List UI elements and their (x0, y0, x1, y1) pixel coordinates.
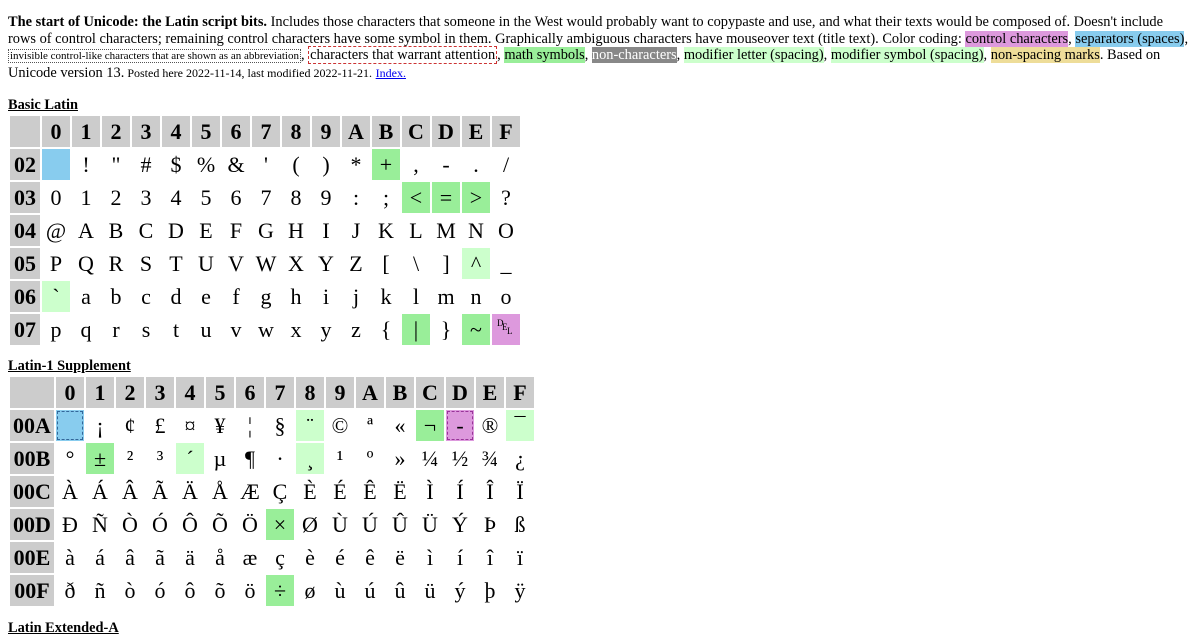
char-cell[interactable]: ù (334, 577, 346, 603)
char-cell[interactable]: » (394, 445, 406, 471)
char-cell[interactable]: â (125, 544, 135, 570)
char-cell[interactable]: ä (185, 544, 195, 570)
char-cell[interactable]: . (473, 151, 479, 177)
intro-paragraph: The start of Unicode: the Latin script bits. Includes those characters that someone in the West would probably want to copypaste and use, and what their texts would be composed of. Doesn't include rows of control characters; remaining control characters have some symbol in them. Graphically ambiguous characters have mouseover text (title text). Color coding: control characters, separators (spaces), invisible control-like characters that are shown as an abbreviation , characters that warrant attention , math symbols, non-characters, modifier letter (spacing), modifier symbol (spacing), non-spacing marks. Based on Unicode version 13. Posted here 2022-11-14, last modified 2022-11-21. Index. (8, 14, 1189, 81)
char-cell[interactable]: Þ (483, 511, 497, 537)
char-cell[interactable]: « (394, 412, 406, 438)
char-cell[interactable]: 7 (260, 184, 272, 210)
char-cell[interactable]: µ (213, 445, 227, 471)
char-cell[interactable]: º (366, 445, 374, 471)
column-header-4: 4 (176, 377, 204, 408)
row-header-03: 03 (10, 182, 40, 213)
char-cell[interactable]: w (258, 316, 274, 342)
char-cell[interactable]: L (409, 217, 423, 243)
char-cell[interactable]: É (333, 478, 347, 504)
char-cell[interactable]: G (258, 217, 274, 243)
char-cell[interactable]: $ (170, 151, 182, 177)
char-cell[interactable]: e (201, 283, 211, 309)
column-header-F: F (492, 116, 520, 147)
row-header-00F: 00F (10, 575, 54, 606)
char-cell[interactable]: Q (78, 250, 94, 276)
char-cell[interactable]: ~ (462, 314, 490, 345)
char-cell[interactable]: q (80, 316, 92, 342)
char-cell[interactable]: j (352, 283, 360, 309)
char-cell[interactable]: X (288, 250, 304, 276)
char-cell[interactable]: 2 (110, 184, 122, 210)
char-cell[interactable]: ² (126, 445, 134, 471)
char-cell[interactable]: S (139, 250, 153, 276)
char-cell[interactable]: , (413, 151, 419, 177)
char-cell[interactable]: 9 (320, 184, 332, 210)
char-cell[interactable]: ® (481, 412, 499, 438)
char-cell[interactable]: \ (412, 250, 420, 276)
legend-control: control characters (965, 30, 1069, 47)
char-cell[interactable]: U (198, 250, 214, 276)
legend-attention: characters that warrant attention (310, 47, 496, 63)
char-cell[interactable]: l (412, 283, 420, 309)
intro-text: Includes those characters that someone in the West would probably want to copypaste and use, and what their texts would be composed of. Doesn't include rows of control characters; remaining control characters have some symbol in them. Graphically ambiguous characters have mouseover text (title text). Color coding: (8, 14, 1163, 47)
char-cell[interactable]: I (322, 217, 330, 243)
char-cell[interactable]: ó (154, 577, 166, 603)
char-cell[interactable]: d (170, 283, 182, 309)
char-cell[interactable] (42, 149, 70, 180)
table-row (10, 215, 520, 246)
column-header-1: 1 (86, 377, 114, 408)
char-cell[interactable]: s (141, 316, 151, 342)
row-header-07: 07 (10, 314, 40, 345)
char-cell[interactable]: h (290, 283, 302, 309)
char-cell[interactable]: Ì (426, 478, 434, 504)
char-cell[interactable]: O (498, 217, 514, 243)
char-cell[interactable]: þ (484, 577, 496, 603)
char-cell[interactable]: Î (486, 478, 494, 504)
char-cell[interactable]: ì (426, 544, 434, 570)
char-cell[interactable]: À (62, 478, 78, 504)
char-cell[interactable]: Ü (422, 511, 438, 537)
column-header-5: 5 (206, 377, 234, 408)
char-cell[interactable]: m (437, 283, 455, 309)
row-header-00C: 00C (10, 476, 54, 507)
char-cell[interactable]: Ï (516, 478, 524, 504)
char-cell[interactable]: Z (349, 250, 363, 276)
char-cell[interactable]: Ö (242, 511, 258, 537)
column-header-0: 0 (42, 116, 70, 147)
char-cell[interactable]: A (78, 217, 94, 243)
char-cell[interactable]: Â (122, 478, 138, 504)
char-cell[interactable]: 0 (50, 184, 62, 210)
char-cell[interactable]: 6 (230, 184, 242, 210)
char-cell[interactable]: K (378, 217, 394, 243)
char-cell[interactable]: ¦ (247, 412, 253, 438)
char-cell[interactable]: | (402, 314, 430, 345)
legend-invisible: invisible control-like characters that are shown as an abbreviation (10, 50, 299, 62)
char-cell[interactable]: ¬ (416, 410, 444, 441)
char-cell[interactable]: í (456, 544, 464, 570)
column-header-6: 6 (236, 377, 264, 408)
char-cell[interactable]: ^ (462, 248, 490, 279)
char-cell[interactable]: [ (382, 250, 390, 276)
char-cell[interactable]: i (322, 283, 330, 309)
char-cell[interactable]: ¸ (296, 443, 324, 474)
char-cell[interactable]: à (65, 544, 75, 570)
intro-lead: The start of Unicode: the Latin script bits. (8, 14, 268, 30)
char-cell[interactable]: Ç (272, 478, 288, 504)
char-cell[interactable]: y (320, 316, 332, 342)
char-cell[interactable]: ? (501, 184, 511, 210)
char-cell[interactable]: ý (454, 577, 466, 603)
char-cell[interactable]: § (274, 412, 286, 438)
char-cell[interactable]: × (266, 509, 294, 540)
table-row (10, 509, 534, 540)
char-cell[interactable]: ° (65, 445, 75, 471)
char-cell[interactable]: ¡ (96, 412, 104, 438)
table-row (10, 314, 520, 345)
index-link[interactable]: Index. (375, 65, 406, 80)
char-cell[interactable]: ; (382, 184, 390, 210)
row-header-00B: 00B (10, 443, 54, 474)
char-cell[interactable]: é (335, 544, 345, 570)
char-cell[interactable]: á (95, 544, 105, 570)
char-cell[interactable]: Ð (62, 511, 78, 537)
char-cell[interactable]: { (380, 316, 392, 342)
column-header-9: 9 (326, 377, 354, 408)
char-cell[interactable]: Í (456, 478, 464, 504)
legend-math: math symbols (504, 47, 585, 63)
char-cell[interactable]: Û (392, 511, 408, 537)
char-cell[interactable]: ' (264, 151, 268, 177)
char-cell[interactable]: Ã (152, 478, 168, 504)
column-header-B: B (372, 116, 400, 147)
char-cell[interactable]: C (138, 217, 154, 243)
column-header-A: A (356, 377, 384, 408)
row-header-05: 05 (10, 248, 40, 279)
char-cell[interactable]: æ (242, 544, 258, 570)
char-cell[interactable]: Ò (122, 511, 138, 537)
char-cell[interactable]: 8 (290, 184, 302, 210)
column-header-7: 7 (252, 116, 280, 147)
char-cell[interactable]: ð (64, 577, 76, 603)
char-cell[interactable]: Ø (302, 511, 318, 537)
table-row (10, 542, 534, 573)
char-cell[interactable]: = (432, 182, 460, 213)
char-cell[interactable]: c (141, 283, 151, 309)
row-header-04: 04 (10, 215, 40, 246)
char-cell[interactable]: g (260, 283, 272, 309)
char-cell[interactable]: ü (424, 577, 436, 603)
table-row (10, 248, 520, 279)
char-cell[interactable] (56, 410, 84, 441)
column-header-E: E (476, 377, 504, 408)
char-cell[interactable]: N (468, 217, 484, 243)
char-cell[interactable]: B (108, 217, 124, 243)
char-cell[interactable]: r (112, 316, 120, 342)
char-cell[interactable]: o (500, 283, 512, 309)
char-cell[interactable]: ¥ (214, 412, 226, 438)
column-header-2: 2 (102, 116, 130, 147)
char-cell[interactable]: _ (500, 250, 512, 276)
column-header-C: C (402, 116, 430, 147)
char-cell[interactable]: @ (45, 217, 67, 243)
char-cell[interactable]: ³ (156, 445, 164, 471)
column-header-B: B (386, 377, 414, 408)
char-cell[interactable]: p (50, 316, 62, 342)
char-cell[interactable]: > (462, 182, 490, 213)
corner-cell (10, 377, 54, 408)
char-cell[interactable]: / (502, 151, 510, 177)
table-row (10, 281, 520, 312)
char-cell[interactable]: ¼ (421, 445, 439, 471)
char-cell[interactable]: ( (292, 151, 300, 177)
column-header-A: A (342, 116, 370, 147)
char-cell[interactable]: Ë (393, 478, 407, 504)
char-cell[interactable]: " (111, 151, 121, 177)
char-cell[interactable]: : (352, 184, 360, 210)
char-cell[interactable]: 5 (200, 184, 212, 210)
char-cell[interactable]: ø (304, 577, 316, 603)
row-header-02: 02 (10, 149, 40, 180)
char-cell[interactable]: ± (86, 443, 114, 474)
char-cell[interactable]: D E L (492, 314, 520, 345)
char-cell[interactable]: < (402, 182, 430, 213)
char-cell[interactable]: E (199, 217, 213, 243)
char-cell[interactable]: Ó (152, 511, 168, 537)
char-cell[interactable]: n (470, 283, 482, 309)
column-header-row (10, 116, 520, 147)
char-cell[interactable]: ÷ (266, 575, 294, 606)
char-cell[interactable]: ¢ (124, 412, 136, 438)
column-header-3: 3 (146, 377, 174, 408)
column-header-9: 9 (312, 116, 340, 147)
posted-date: Posted here 2022-11-14, last modified 2022-11-21. (124, 65, 373, 80)
section-title-latin-extended-a: Latin Extended-A (8, 620, 119, 636)
char-cell[interactable]: È (303, 478, 317, 504)
corner-cell (10, 116, 40, 147)
char-cell[interactable]: Ô (182, 511, 198, 537)
table-row (10, 575, 534, 606)
char-cell[interactable]: f (232, 283, 240, 309)
legend-nonspacing: non-spacing marks (990, 47, 1100, 63)
char-cell[interactable]: ë (395, 544, 405, 570)
char-cell[interactable]: * (350, 151, 362, 177)
char-cell[interactable]: z (351, 316, 361, 342)
char-cell[interactable]: R (108, 250, 124, 276)
char-cell[interactable]: ! (82, 151, 90, 177)
table-row (10, 149, 520, 180)
column-header-row (10, 377, 534, 408)
char-cell[interactable]: - (442, 151, 450, 177)
table-row (10, 476, 534, 507)
column-header-3: 3 (132, 116, 160, 147)
char-cell[interactable]: å (215, 544, 225, 570)
char-cell[interactable]: è (305, 544, 315, 570)
legend-separators: separators (spaces) (1075, 30, 1185, 47)
row-header-06: 06 (10, 281, 40, 312)
table-row (10, 410, 534, 441)
char-cell[interactable]: W (255, 250, 277, 276)
basic-latin-table (8, 114, 522, 347)
char-cell[interactable]: ¨ (296, 410, 324, 441)
char-cell[interactable]: # (140, 151, 152, 177)
column-header-C: C (416, 377, 444, 408)
char-cell[interactable]: ¶ (245, 445, 255, 471)
column-header-5: 5 (192, 116, 220, 147)
char-cell[interactable]: £ (154, 412, 166, 438)
legend-modifier-symbol: modifier symbol (spacing) (830, 47, 984, 63)
char-cell[interactable]: · (276, 445, 284, 471)
char-cell[interactable]: ` (42, 281, 70, 312)
char-cell[interactable]: 1 (80, 184, 92, 210)
row-header-00E: 00E (10, 542, 54, 573)
char-cell[interactable]: x (290, 316, 302, 342)
column-header-F: F (506, 377, 534, 408)
char-cell[interactable]: Ý (452, 511, 468, 537)
char-cell[interactable]: H (288, 217, 304, 243)
char-cell[interactable]: ç (275, 544, 285, 570)
section-title-basic-latin: Basic Latin (8, 97, 78, 113)
char-cell[interactable]: ò (124, 577, 136, 603)
char-cell[interactable]: ï (516, 544, 524, 570)
char-cell[interactable]: b (110, 283, 122, 309)
char-cell[interactable]: V (228, 250, 244, 276)
char-cell[interactable]: u (200, 316, 212, 342)
char-cell[interactable]: Ê (363, 478, 377, 504)
column-header-8: 8 (282, 116, 310, 147)
latin-1-supplement-table (8, 375, 536, 608)
char-cell[interactable]: Ú (362, 511, 378, 537)
char-cell[interactable]: 3 (140, 184, 152, 210)
row-header-00A: 00A (10, 410, 54, 441)
char-cell[interactable]: M (436, 217, 456, 243)
table-row (10, 443, 534, 474)
section-title-latin-1-supplement: Latin-1 Supplement (8, 358, 131, 374)
char-cell[interactable]: ¿ (515, 445, 525, 471)
char-cell[interactable]: ¹ (336, 445, 344, 471)
char-cell[interactable]: ÿ (514, 577, 526, 603)
char-cell[interactable]: ñ (94, 577, 106, 603)
legend-modifier-letter: modifier letter (spacing) (683, 47, 824, 63)
char-cell[interactable]: ¤ (184, 412, 196, 438)
char-cell[interactable]: ½ (451, 445, 469, 471)
char-cell[interactable]: û (394, 577, 406, 603)
char-cell[interactable]: Ä (182, 478, 198, 504)
column-header-D: D (432, 116, 460, 147)
char-cell[interactable]: ª (366, 412, 374, 438)
char-cell[interactable]: ] (442, 250, 450, 276)
char-cell[interactable]: Á (92, 478, 108, 504)
row-header-00D: 00D (10, 509, 54, 540)
char-cell[interactable]: % (196, 151, 216, 177)
char-cell[interactable]: Õ (212, 511, 228, 537)
column-header-6: 6 (222, 116, 250, 147)
column-header-D: D (446, 377, 474, 408)
column-header-0: 0 (56, 377, 84, 408)
based-on: . Based on Unicode version 13. (8, 47, 1161, 81)
char-cell[interactable]: ô (184, 577, 196, 603)
table-row (10, 182, 520, 213)
char-cell[interactable]: ) (322, 151, 330, 177)
char-cell[interactable]: J (351, 217, 361, 243)
column-header-7: 7 (266, 377, 294, 408)
column-header-8: 8 (296, 377, 324, 408)
char-cell[interactable]: õ (214, 577, 226, 603)
char-cell[interactable]: ß (514, 511, 526, 537)
char-cell[interactable]: ´ (176, 443, 204, 474)
char-cell[interactable]: - (446, 410, 474, 441)
column-header-E: E (462, 116, 490, 147)
char-cell[interactable]: ¾ (481, 445, 499, 471)
char-cell[interactable]: ã (155, 544, 165, 570)
legend-noncharacters: non-characters (591, 47, 677, 63)
column-header-1: 1 (72, 116, 100, 147)
char-cell[interactable]: © (331, 412, 349, 438)
char-cell[interactable]: Æ (240, 478, 260, 504)
char-cell[interactable]: } (440, 316, 452, 342)
char-cell[interactable]: F (229, 217, 243, 243)
char-cell[interactable]: Y (318, 250, 334, 276)
char-cell[interactable]: k (380, 283, 392, 309)
char-cell[interactable]: ¯ (506, 410, 534, 441)
column-header-2: 2 (116, 377, 144, 408)
char-cell[interactable]: 4 (170, 184, 182, 210)
char-cell[interactable]: & (227, 151, 245, 177)
char-cell[interactable]: Ñ (92, 511, 108, 537)
char-cell[interactable]: P (49, 250, 63, 276)
char-cell[interactable]: Ù (332, 511, 348, 537)
char-cell[interactable]: ê (365, 544, 375, 570)
char-cell[interactable]: Å (212, 478, 228, 504)
char-cell[interactable]: a (81, 283, 91, 309)
char-cell[interactable]: ö (244, 577, 256, 603)
char-cell[interactable]: ú (364, 577, 376, 603)
char-cell[interactable]: t (172, 316, 180, 342)
char-cell[interactable]: + (372, 149, 400, 180)
column-header-4: 4 (162, 116, 190, 147)
char-cell[interactable]: D (168, 217, 184, 243)
char-cell[interactable]: v (230, 316, 242, 342)
char-cell[interactable]: î (486, 544, 494, 570)
char-cell[interactable]: T (169, 250, 183, 276)
